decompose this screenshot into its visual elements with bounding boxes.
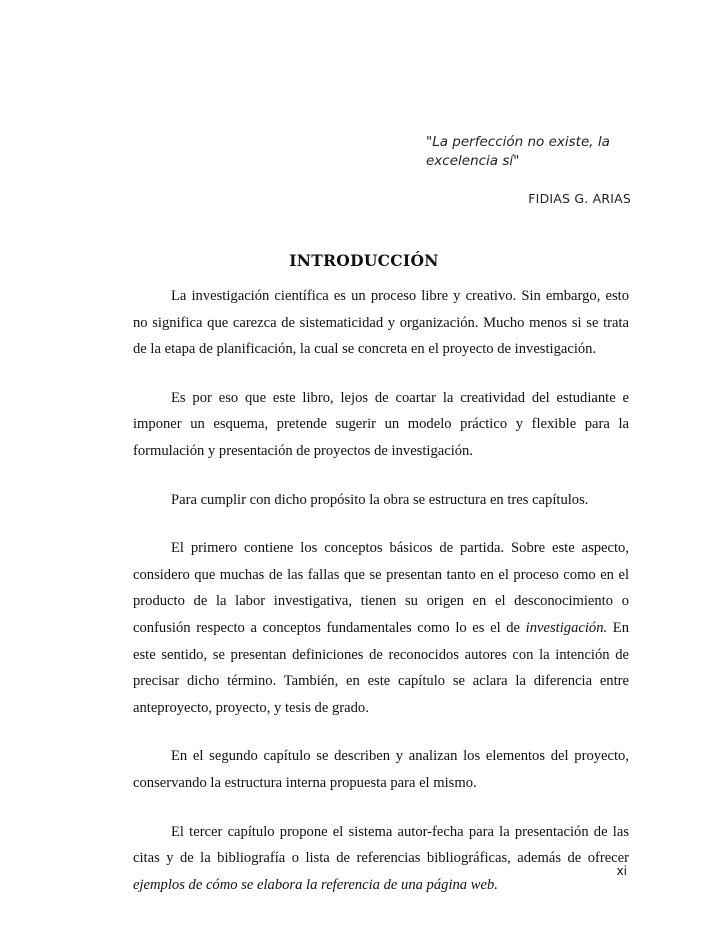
paragraph-6-emphasis: ejemplos de cómo se elabora la referencia de una página web. xyxy=(133,876,498,893)
paragraph-4-emphasis: investigación. xyxy=(525,619,608,636)
paragraph-2: Es por eso que este libro, lejos de coartar la creatividad del estudiante e imponer un esquema, pretende sugerir un modelo práctico y flexible para la formulación y presentación de proyectos de investigación. xyxy=(133,389,629,459)
paragraph-3: Para cumplir con dicho propósito la obra se estructura en tres capítulos. xyxy=(171,491,589,508)
paragraph-4 xyxy=(133,535,629,721)
body-text xyxy=(133,283,629,920)
epigraph-author: FIDIAS G. ARIAS xyxy=(528,191,631,206)
paragraph-6 xyxy=(133,819,629,899)
paragraph-1: La investigación científica es un proceso libre y creativo. Sin embargo, esto no significa que carezca de sistematicidad y organización. Mucho menos si se trata de la etapa de planificación, la cual se concreta en el proyecto de investigación. xyxy=(133,288,629,358)
page-title: INTRODUCCIÓN xyxy=(289,251,439,270)
paragraph-6-text: El tercer capítulo propone el sistema autor-fecha para la presentación de las citas y de la bibliografía o lista de referencias bibliográficas, además de ofrecer xyxy=(133,823,629,867)
paragraph-4-after: En este sentido, se presentan definiciones de reconocidos autores con la intención de precisar dicho término. También, en este capítulo se aclara la diferencia entre anteproyecto, proyecto, y tesis de grado. xyxy=(133,619,629,716)
page-number: xi xyxy=(616,864,627,878)
paragraph-4-before: El primero contiene los conceptos básicos de partida. Sobre este aspecto, considero que muchas de las fallas que se presentan tanto en el proceso como en el producto de la labor investigativa, tienen su origen en el desconocimiento o confusión respecto a conceptos fundamentales como lo es el de xyxy=(133,540,629,636)
epigraph-line-2: excelencia sí" xyxy=(426,153,520,169)
paragraph-5: En el segundo capítulo se describen y analizan los elementos del proyecto, conservando la estructura interna propuesta para el mismo. xyxy=(133,748,629,791)
epigraph-line-1: "La perfección no existe, la xyxy=(426,134,610,150)
epigraph-quote xyxy=(426,133,626,171)
